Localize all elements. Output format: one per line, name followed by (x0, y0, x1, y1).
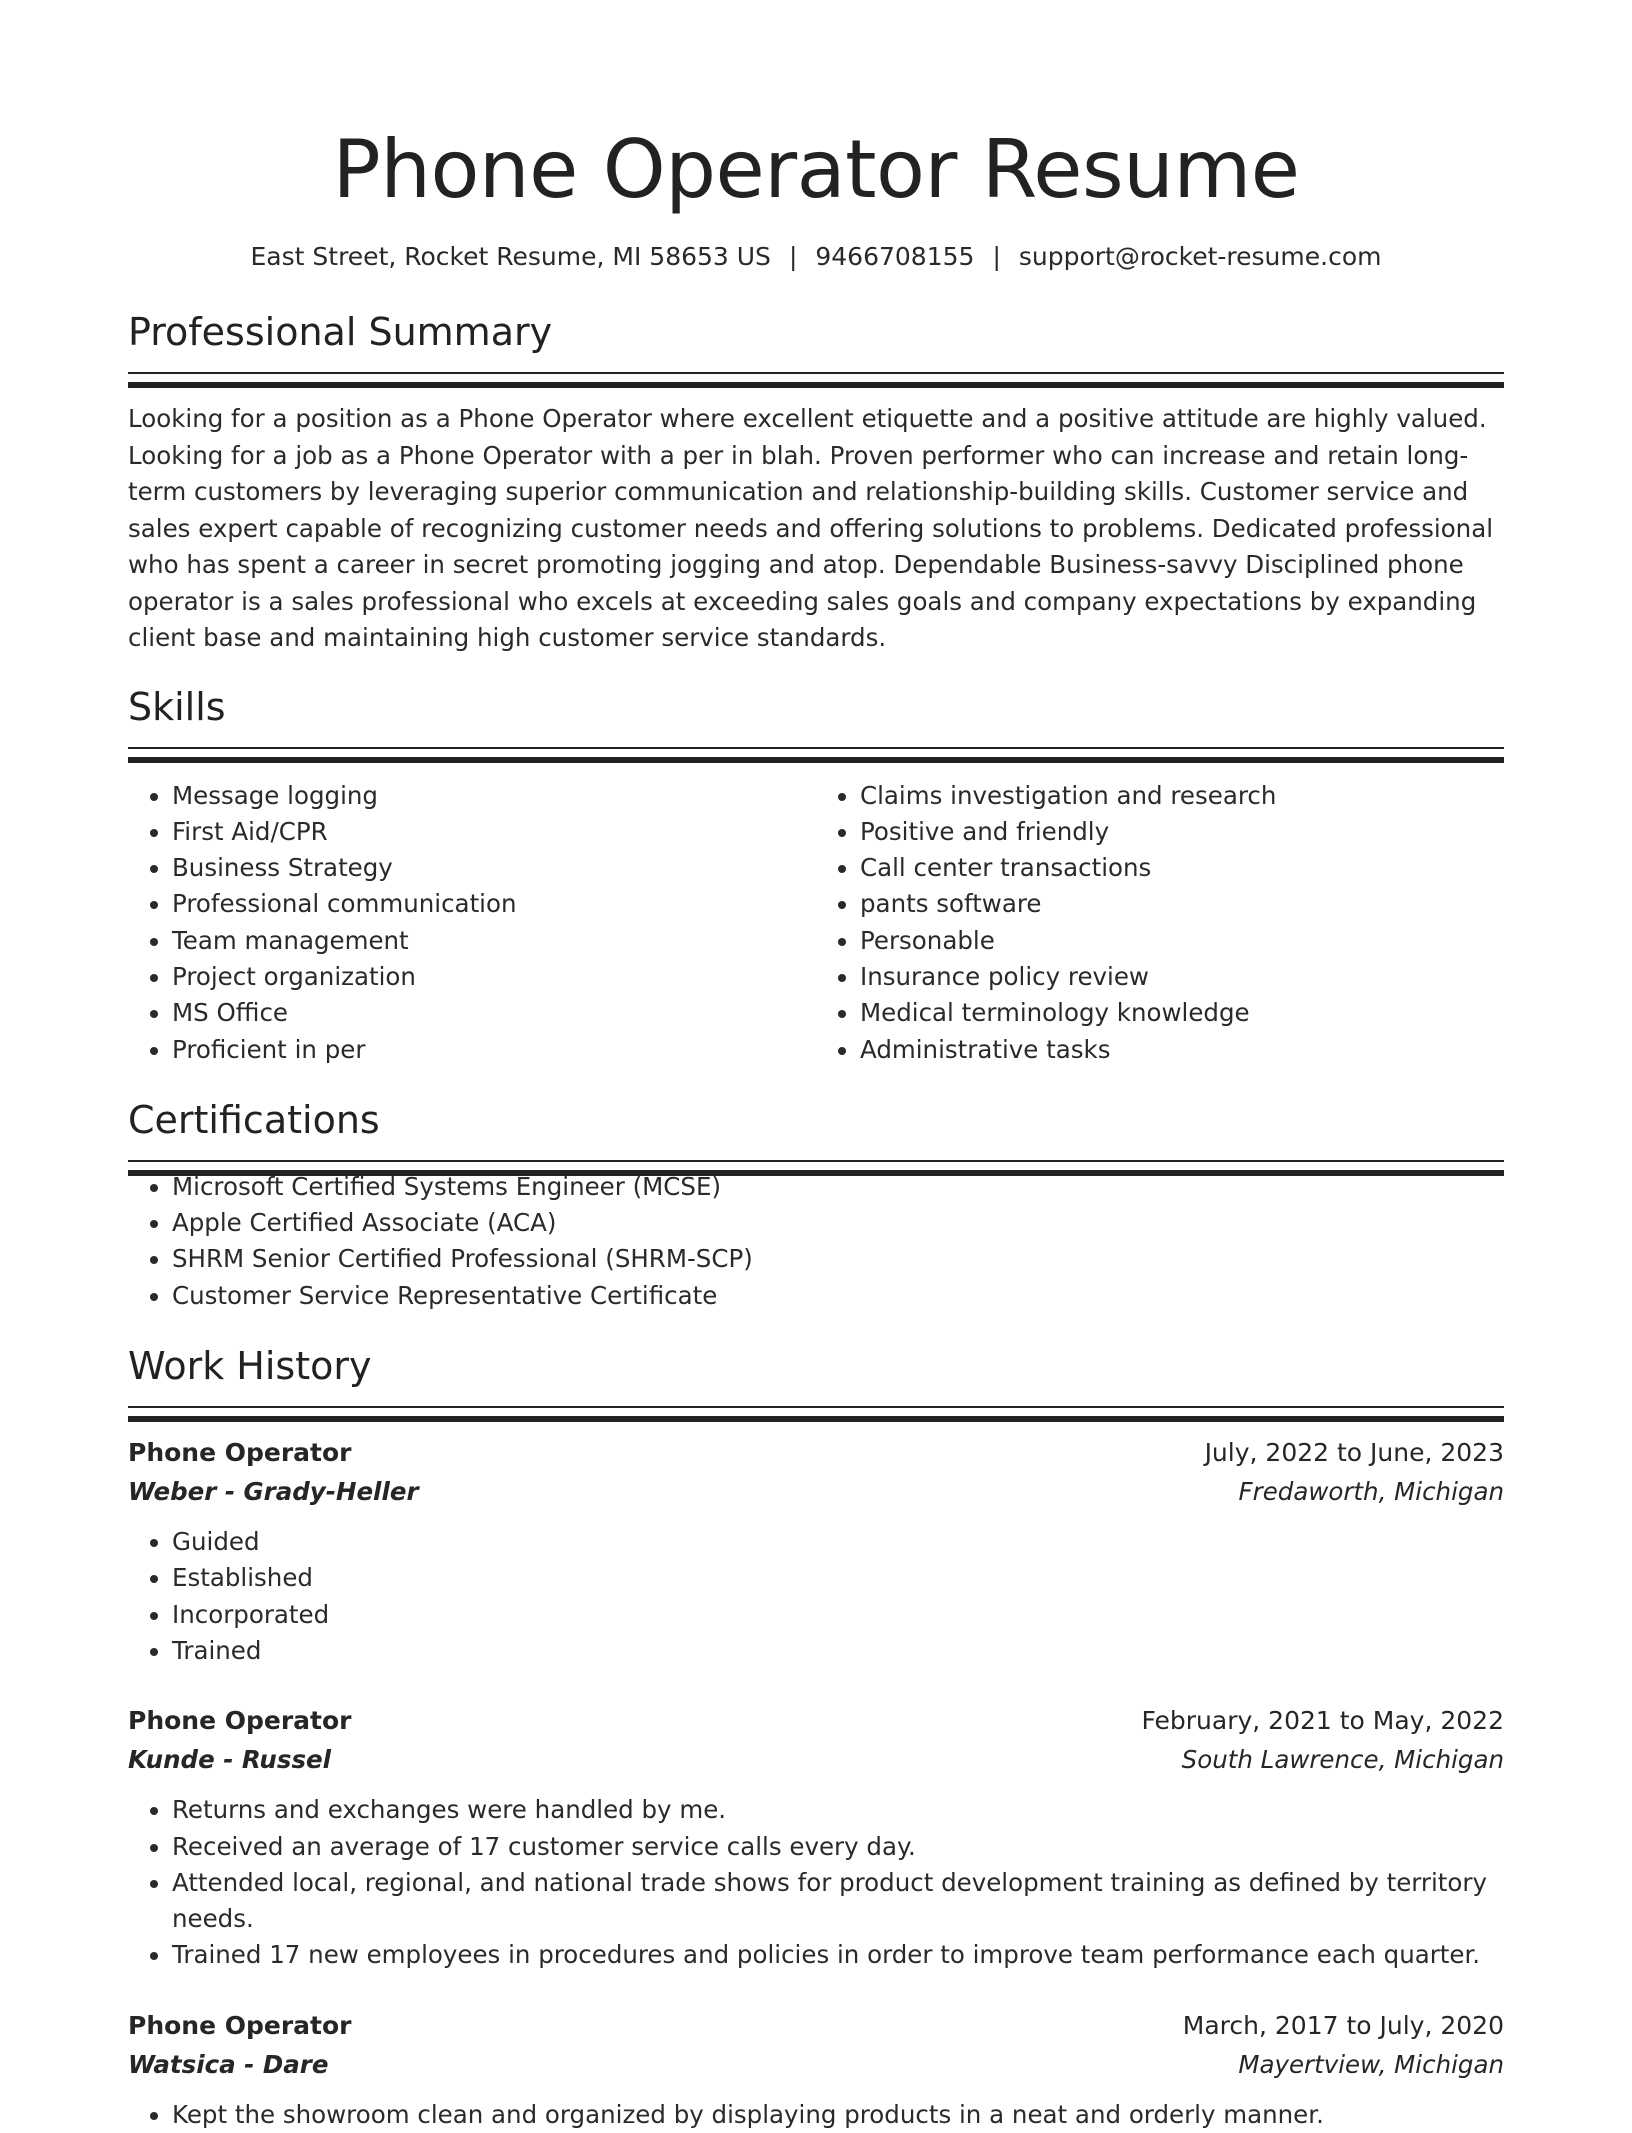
contact-separator: | (992, 242, 1001, 271)
job-subheader-row (128, 2045, 1504, 2085)
job-entry (128, 2006, 1504, 2133)
summary-section (128, 308, 1504, 657)
work-history-heading: Work History (128, 1344, 372, 1389)
job-entry (128, 1701, 1504, 1973)
work-history-section (128, 1342, 1504, 2133)
job-duties-list (128, 1792, 1504, 1973)
job-header-row (128, 1701, 1504, 1740)
job-duty-item: • Returns and exchanges were handled by me. (172, 1792, 1504, 1828)
job-title: Phone Operator (128, 2010, 352, 2040)
job-location: Mayertview, Michigan (1238, 2049, 1504, 2079)
job-company: Kunde - Russel (128, 1745, 332, 1775)
job-header-row (128, 2006, 1504, 2045)
contact-separator: | (788, 242, 798, 271)
contact-line (128, 240, 1504, 274)
resume-title: Phone Operator Resume (332, 123, 1300, 216)
certifications-section (128, 1096, 1504, 1314)
skill-item: • pants software (860, 886, 1504, 922)
summary-heading: Professional Summary (128, 310, 553, 354)
job-duty-item: • Trained 17 new employees in procedures and policies in order to improve team performance each quarter. (172, 1937, 1504, 1973)
job-subheader-row (128, 1472, 1504, 1512)
job-dates: July, 2022 to June, 2023 (1204, 1438, 1504, 1468)
job-duties-list (128, 1524, 1504, 1669)
job-duty-item: • Incorporated (172, 1597, 1504, 1633)
skills-list-right (816, 778, 1504, 1068)
skill-item: • Claims investigation and research (860, 778, 1504, 814)
skill-item: • Insurance policy review (860, 959, 1504, 995)
job-dates: February, 2021 to May, 2022 (1141, 1706, 1504, 1736)
skill-item: • First Aid/CPR (172, 814, 816, 850)
job-duty-item: • Attended local, regional, and national trade shows for product development training as defined by territory needs. (172, 1865, 1504, 1938)
job-company: Watsica - Dare (128, 2049, 329, 2079)
skill-item: • MS Office (172, 995, 816, 1031)
contact-email: support@rocket-resume.com (1018, 242, 1382, 271)
skills-heading: Skills (128, 684, 226, 729)
skill-item: • Call center transactions (860, 850, 1504, 886)
skill-item: • Proficient in per (172, 1032, 816, 1068)
skill-item: • Business Strategy (172, 850, 816, 886)
skills-grid (128, 778, 1504, 1068)
job-duty-item: • Established (172, 1560, 1504, 1596)
section-divider (128, 747, 1504, 756)
job-duty-item: • Guided (172, 1524, 1504, 1560)
job-duty-item: • Received an average of 17 customer service calls every day. (172, 1829, 1504, 1865)
summary-text: Looking for a position as a Phone Operator where excellent etiquette and a positive attitude are highly valued. Looking for a job as a Phone Operator with a per in blah. Proven performer who can increase and retain long-term customers by leveraging superior communication and relationship-building skills. Customer service and sales expert capable of recognizing customer needs and offering solutions to problems. Dedicated professional who has spent a career in secret promoting jogging and atop. Dependable Business-savvy Disciplined phone operator is a sales professional who excels at exceeding sales goals and company expectations by expanding client base and maintaining high customer service standards. (128, 404, 1494, 652)
job-duties-list (128, 2097, 1504, 2133)
skill-item: • Positive and friendly (860, 814, 1504, 850)
section-divider (128, 372, 1504, 381)
job-duty-item: • Trained (172, 1633, 1504, 1669)
job-subheader-row (128, 1740, 1504, 1780)
skill-item: • Professional communication (172, 886, 816, 922)
skill-item: • Project organization (172, 959, 816, 995)
contact-address: East Street, Rocket Resume, MI 58653 US (250, 242, 771, 271)
job-duty-item: • Kept the showroom clean and organized by displaying products in a neat and orderly manner. (172, 2097, 1504, 2133)
job-entry (128, 1433, 1504, 1669)
skills-section (128, 683, 1504, 1068)
section-divider (128, 1160, 1504, 1169)
skill-item: • Medical terminology knowledge (860, 995, 1504, 1031)
certifications-list (128, 1169, 1504, 1314)
contact-phone: 9466708155 (815, 242, 975, 271)
skills-list-left (128, 778, 816, 1068)
skill-item: • Team management (172, 923, 816, 959)
section-divider (128, 1406, 1504, 1415)
skill-item: • Message logging (172, 778, 816, 814)
job-title: Phone Operator (128, 1438, 352, 1468)
certification-item: • Microsoft Certified Systems Engineer (MCSE) (172, 1169, 1504, 1205)
certifications-heading: Certifications (128, 1097, 380, 1142)
job-location: Fredaworth, Michigan (1238, 1477, 1504, 1507)
certification-item: • SHRM Senior Certified Professional (SHRM-SCP) (172, 1241, 1504, 1277)
job-dates: March, 2017 to July, 2020 (1182, 2010, 1504, 2040)
job-location: South Lawrence, Michigan (1181, 1745, 1504, 1775)
skill-item: • Personable (860, 923, 1504, 959)
job-header-row (128, 1433, 1504, 1472)
certification-item: • Customer Service Representative Certificate (172, 1278, 1504, 1314)
certification-item: • Apple Certified Associate (ACA) (172, 1205, 1504, 1241)
job-company: Weber - Grady-Heller (128, 1477, 419, 1507)
skill-item: • Administrative tasks (860, 1032, 1504, 1068)
job-title: Phone Operator (128, 1706, 352, 1736)
